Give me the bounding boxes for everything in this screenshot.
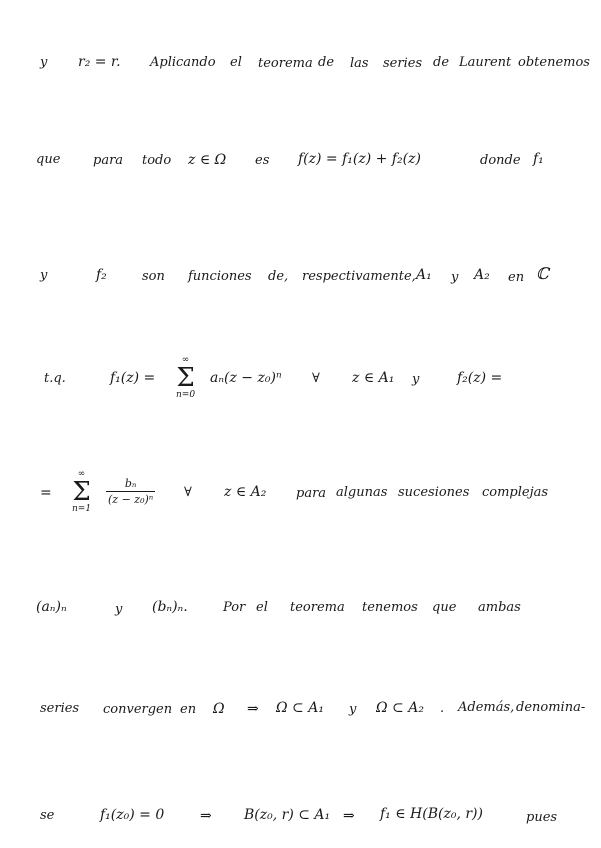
word: A₂ <box>474 267 490 283</box>
word: f₁(z₀) = 0 <box>100 807 165 823</box>
word: para <box>93 153 124 168</box>
word: ℂ <box>536 264 549 283</box>
summation-symbol: ∞ Σ n=0 <box>176 355 196 400</box>
word: ⇒ <box>247 701 259 717</box>
word: Ω <box>213 701 225 717</box>
fraction: bₙ (z − z₀)ⁿ <box>108 477 154 506</box>
word: todo <box>142 153 172 168</box>
text-line-7 <box>0 694 601 734</box>
summation-symbol: ∞ Σ n=1 <box>72 469 92 514</box>
word: en <box>180 702 197 717</box>
text-line-1 <box>0 48 601 88</box>
word: el <box>256 600 268 615</box>
text-line-4 <box>0 355 601 414</box>
word: ∀ <box>184 485 192 500</box>
word: f₁(z) = <box>110 370 156 386</box>
word: funciones <box>188 269 252 284</box>
word: pues <box>526 810 558 825</box>
word: obtenemos <box>518 55 590 70</box>
word: las <box>350 56 369 71</box>
word: ⇒ <box>200 808 212 824</box>
word: (aₙ)ₙ <box>36 599 67 615</box>
word: Por <box>223 600 246 615</box>
text-line-8 <box>0 802 601 842</box>
word: y <box>115 602 123 617</box>
word: de <box>433 55 450 70</box>
word: f₁ ∈ H(B(z₀, r)) <box>380 806 483 822</box>
text-line-2 <box>0 146 601 186</box>
word: respectivamente, <box>302 269 416 284</box>
word: Ω ⊂ A₁ <box>276 700 324 716</box>
word: y <box>412 372 420 387</box>
word: f₂(z) = <box>457 370 503 386</box>
word: de <box>318 55 335 70</box>
word: f₁ <box>533 151 544 167</box>
text-line-5 <box>0 469 601 528</box>
word: ∀ <box>312 371 320 386</box>
word: donde <box>480 153 521 168</box>
word: y <box>451 270 459 285</box>
word: sucesiones <box>398 485 470 500</box>
word: Aplicando <box>150 55 216 70</box>
word: series <box>40 701 80 716</box>
word: A₁ <box>416 267 432 283</box>
word: se <box>40 808 55 823</box>
word: f₂ <box>96 267 107 283</box>
word: z ∈ A₂ <box>224 484 267 500</box>
word: (bₙ)ₙ. <box>152 599 188 615</box>
word: tenemos <box>362 600 418 615</box>
word: para <box>296 486 327 501</box>
word: el <box>230 55 242 70</box>
word: ⇒ <box>343 808 355 824</box>
word: denomina- <box>516 700 586 715</box>
word: en <box>508 270 525 285</box>
word: z ∈ Ω <box>188 152 227 168</box>
word: f(z) = f₁(z) + f₂(z) <box>298 151 421 167</box>
word: convergen <box>103 702 173 717</box>
word: complejas <box>482 485 549 500</box>
word: r₂ = r. <box>78 54 121 70</box>
word: es <box>255 153 270 168</box>
word: y <box>40 268 48 283</box>
word: ambas <box>478 600 521 615</box>
word: t.q. <box>44 371 66 386</box>
word: y <box>40 55 48 70</box>
word: teorema <box>258 56 313 71</box>
word: de, <box>268 269 289 284</box>
word: series <box>383 56 423 71</box>
word: aₙ(z − z₀)ⁿ <box>210 370 282 386</box>
word: teorema <box>290 600 345 615</box>
word: Además, <box>458 700 515 715</box>
word: = <box>40 485 52 501</box>
word: B(z₀, r) ⊂ A₁ <box>244 807 331 823</box>
word: son <box>142 269 165 284</box>
word: Ω ⊂ A₂ <box>376 700 424 716</box>
word: que <box>36 152 61 167</box>
text-line-6 <box>0 594 601 634</box>
text-line-3 <box>0 262 601 302</box>
word: y <box>349 702 357 717</box>
word: z ∈ A₁ <box>352 370 395 386</box>
word: algunas <box>336 485 388 500</box>
word: Laurent <box>459 55 512 70</box>
word: que <box>432 600 457 615</box>
word: . <box>440 701 445 716</box>
